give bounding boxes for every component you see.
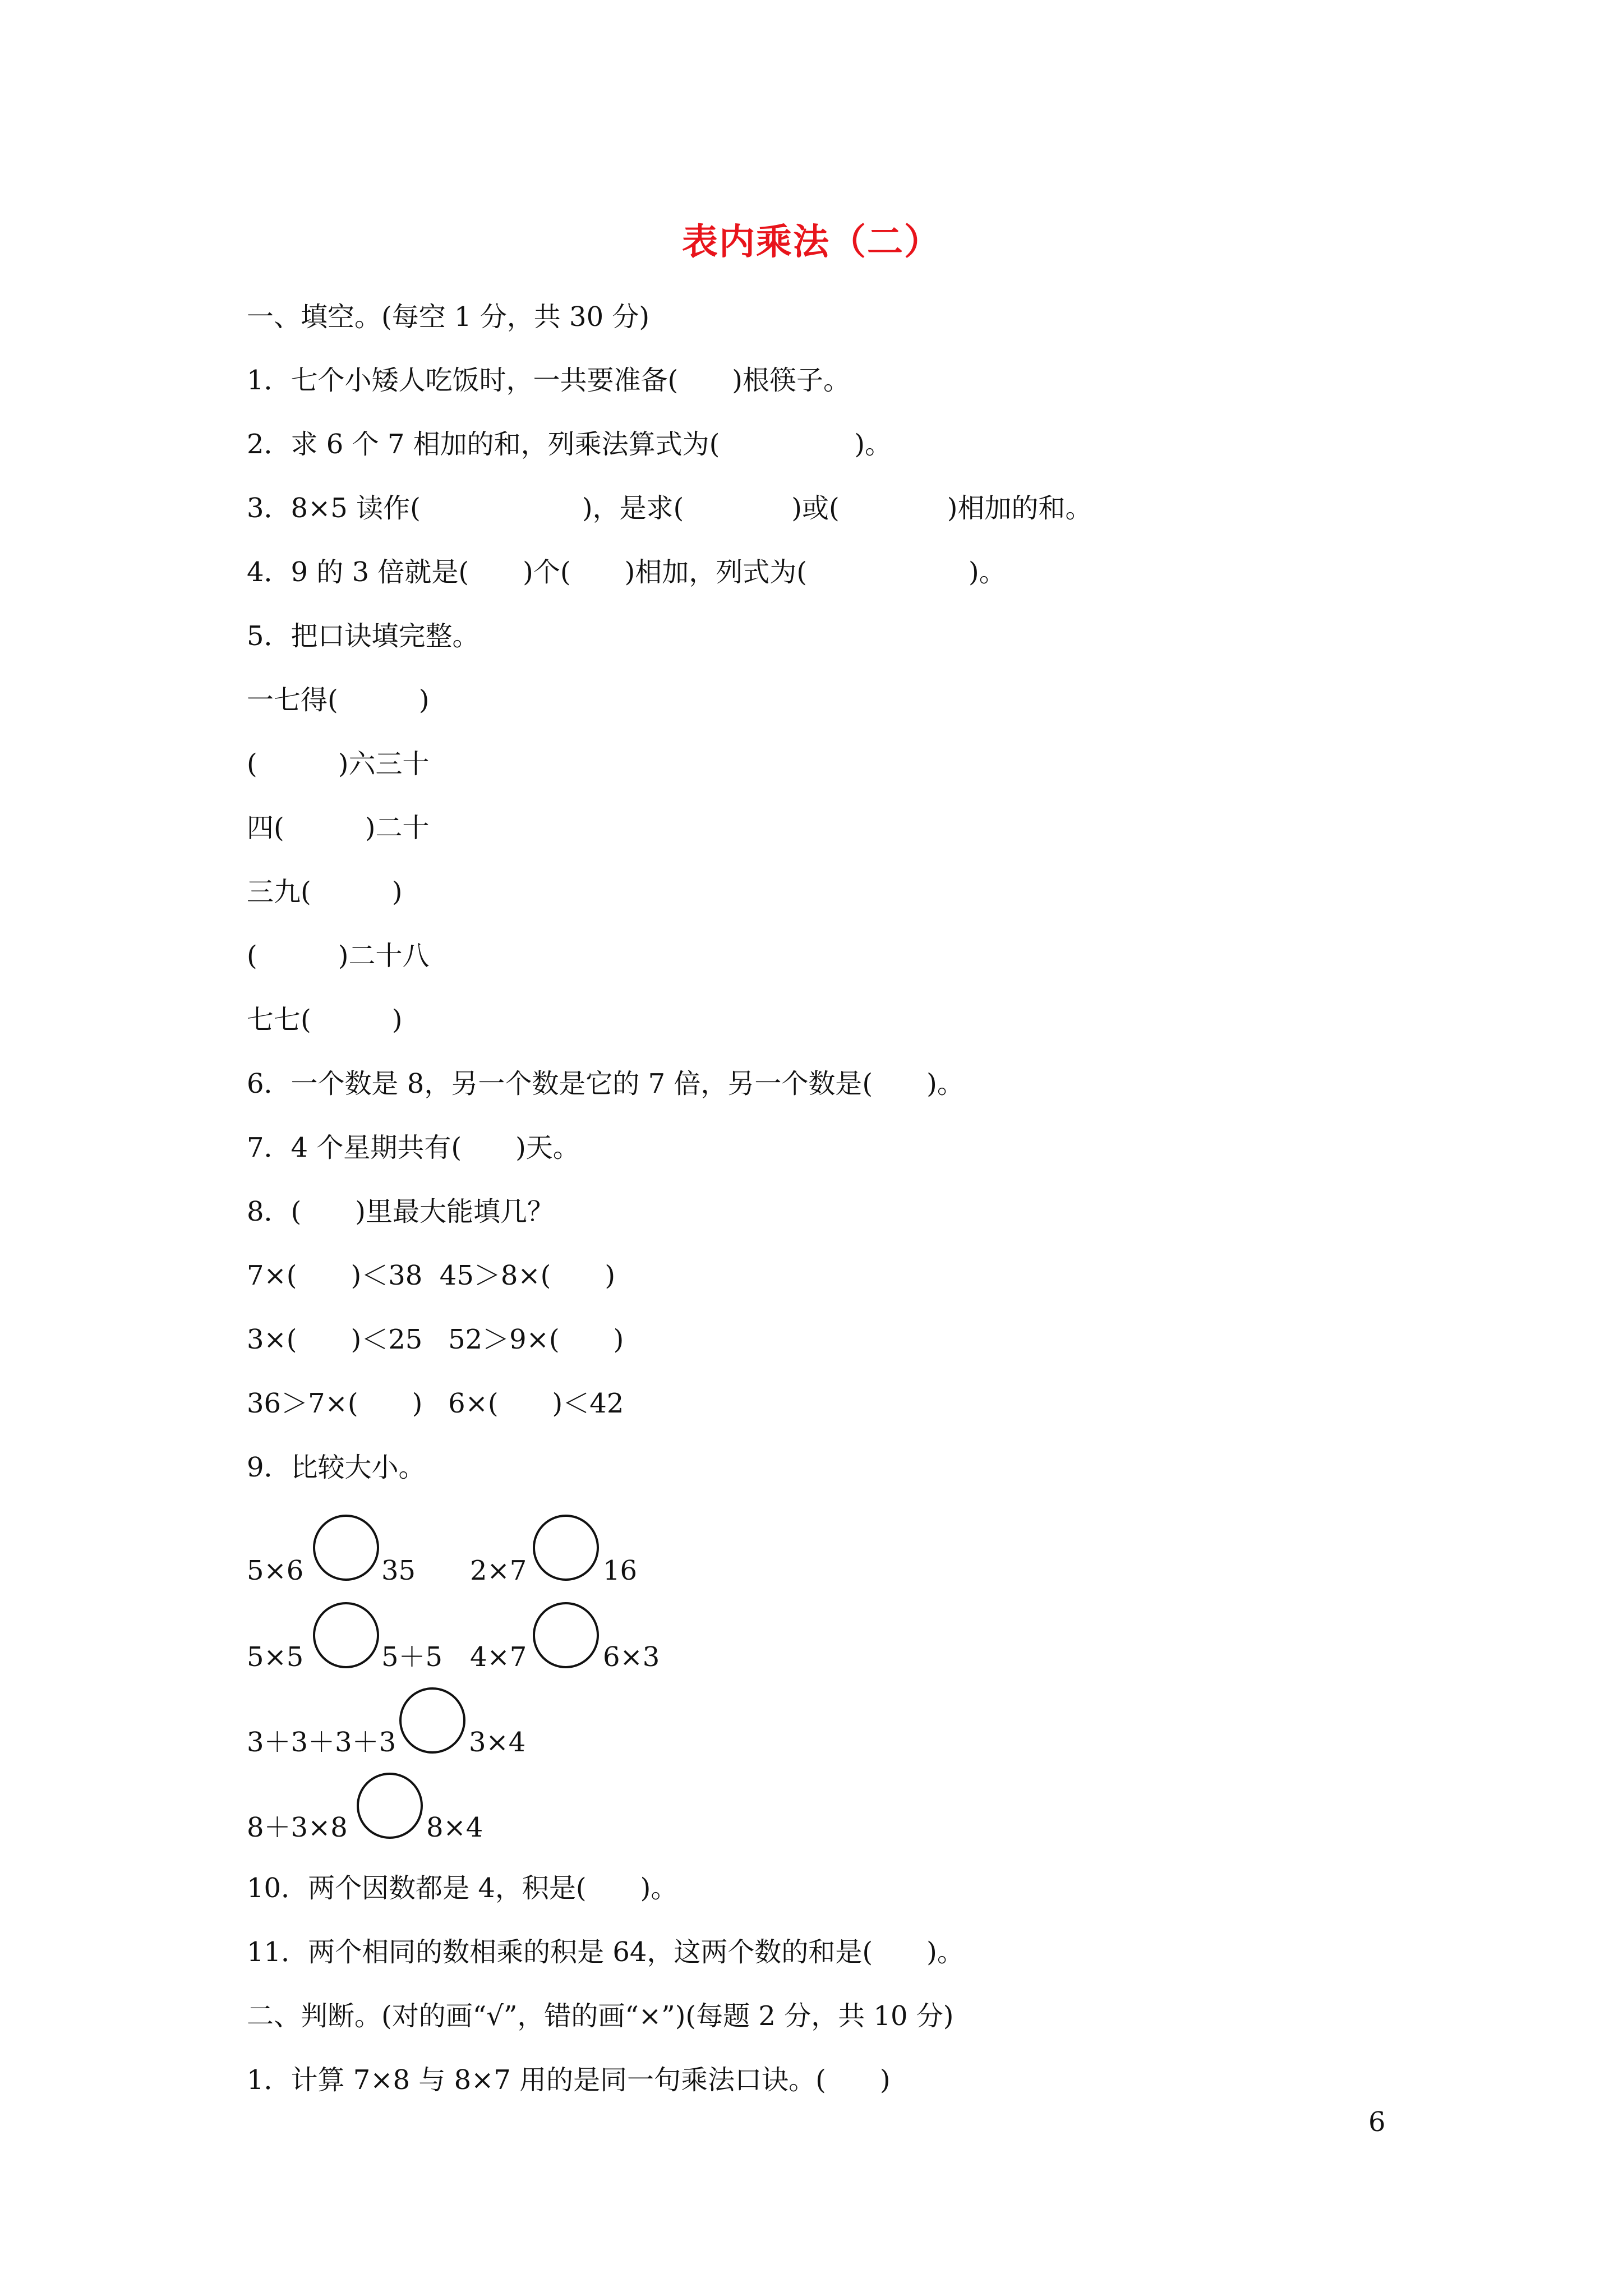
- question-1-10: 10．两个因数都是 4，积是( )。: [247, 1872, 678, 1904]
- compare-3-left: 5×5: [247, 1641, 304, 1673]
- compare-circle[interactable]: [357, 1773, 423, 1839]
- question-1-5: 5．把口诀填完整。: [247, 620, 479, 652]
- compare-4-left: 4×7: [470, 1641, 527, 1673]
- mnemonic-1: 一七得( ): [247, 684, 430, 716]
- compare-1-right: 35: [381, 1555, 416, 1586]
- question-1-1: 1．七个小矮人吃饭时，一共要准备( )根筷子。: [247, 365, 850, 396]
- section-2-heading: 二、判断。(对的画“√”，错的画“×”)(每题 2 分，共 10 分): [247, 2000, 954, 2032]
- compare-3-right: 5＋5: [381, 1641, 443, 1673]
- inequality-row-3: 36＞7×( ) 6×( )＜42: [247, 1388, 624, 1419]
- compare-2-left: 2×7: [470, 1555, 527, 1586]
- mnemonic-6: 七七( ): [247, 1004, 403, 1036]
- mnemonic-4: 三九( ): [247, 876, 403, 908]
- compare-circle[interactable]: [313, 1602, 379, 1668]
- compare-2-right: 16: [603, 1555, 638, 1586]
- question-1-2: 2．求 6 个 7 相加的和，列乘法算式为( )。: [247, 429, 892, 460]
- compare-4-right: 6×3: [603, 1641, 660, 1673]
- question-2-1: 1．计算 7×8 与 8×7 用的是同一句乘法口诀。( ): [247, 2064, 891, 2096]
- section-1-heading: 一、填空。(每空 1 分，共 30 分): [247, 301, 650, 333]
- compare-circle[interactable]: [533, 1515, 599, 1581]
- inequality-row-1: 7×( )＜38 45＞8×( ): [247, 1260, 616, 1291]
- compare-1-left: 5×6: [247, 1555, 304, 1586]
- question-1-9: 9．比较大小。: [247, 1452, 426, 1483]
- question-1-3: 3．8×5 读作( )，是求( )或( )相加的和。: [247, 493, 1092, 524]
- compare-circle[interactable]: [533, 1602, 599, 1668]
- inequality-row-2: 3×( )＜25 52＞9×( ): [247, 1324, 624, 1355]
- worksheet-title: 表内乘法（二）: [682, 221, 941, 263]
- mnemonic-3: 四( )二十: [247, 812, 430, 844]
- compare-5-left: 3＋3＋3＋3: [247, 1727, 396, 1758]
- page-number: 6: [1368, 2106, 1386, 2138]
- compare-circle[interactable]: [313, 1515, 379, 1581]
- question-1-4: 4．9 的 3 倍就是( )个( )相加，列式为( )。: [247, 556, 1006, 588]
- question-1-11: 11．两个相同的数相乘的积是 64，这两个数的和是( )。: [247, 1936, 964, 1968]
- compare-circle[interactable]: [399, 1687, 465, 1754]
- compare-6-left: 8＋3×8: [247, 1812, 348, 1843]
- question-1-8: 8．( )里最大能填几？: [247, 1196, 554, 1227]
- compare-6-right: 8×4: [426, 1812, 483, 1843]
- question-1-6: 6．一个数是 8，另一个数是它的 7 倍，另一个数是( )。: [247, 1068, 964, 1099]
- compare-5-right: 3×4: [469, 1727, 526, 1758]
- question-1-7: 7．4 个星期共有( )天。: [247, 1132, 580, 1163]
- mnemonic-5: ( )二十八: [247, 940, 430, 972]
- mnemonic-2: ( )六三十: [247, 748, 430, 780]
